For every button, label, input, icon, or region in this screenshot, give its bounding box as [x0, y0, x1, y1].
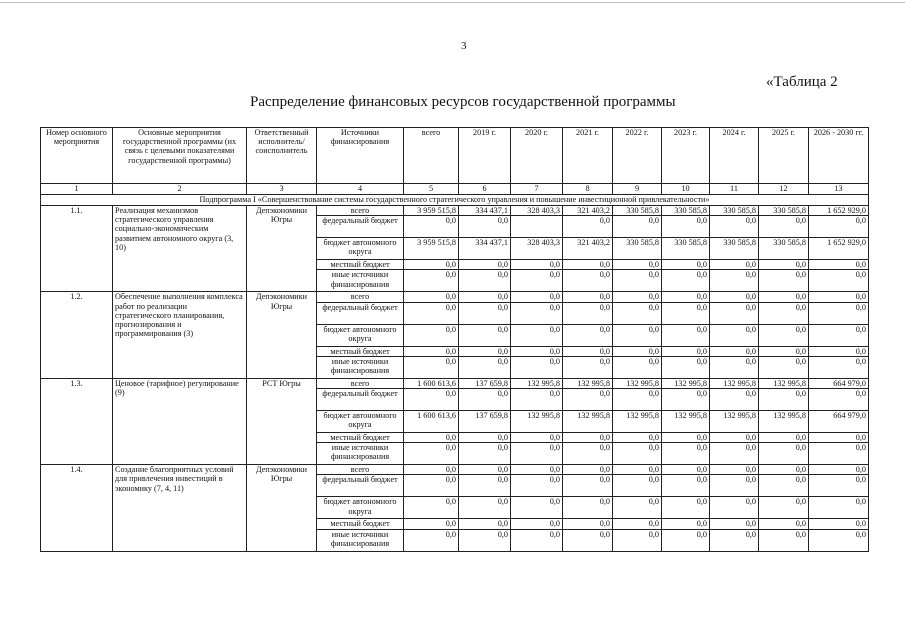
header-num: Номер основного мероприятия	[41, 128, 113, 184]
value-total: 0,0	[404, 356, 459, 378]
funding-source: местный бюджет	[317, 432, 404, 442]
value-year: 0,0	[459, 216, 511, 238]
column-number: 10	[662, 184, 710, 195]
value-year: 132 995,8	[710, 410, 759, 432]
value-year: 0,0	[710, 292, 759, 302]
funding-source: местный бюджет	[317, 346, 404, 356]
value-year: 0,0	[662, 324, 710, 346]
value-year: 0,0	[459, 529, 511, 551]
value-year: 0,0	[759, 216, 809, 238]
header-year: 2024 г.	[710, 128, 759, 184]
value-total: 0,0	[404, 432, 459, 442]
value-year: 0,0	[613, 475, 662, 497]
value-year: 0,0	[563, 465, 613, 475]
value-year: 0,0	[662, 529, 710, 551]
value-year: 0,0	[563, 270, 613, 292]
value-year: 0,0	[563, 324, 613, 346]
value-year: 0,0	[759, 388, 809, 410]
column-number: 4	[317, 184, 404, 195]
page-number: 3	[461, 40, 467, 52]
value-year: 0,0	[459, 270, 511, 292]
value-total: 1 600 613,6	[404, 410, 459, 432]
value-year: 664 979,0	[809, 410, 869, 432]
header-sources: Источники финансирования	[317, 128, 404, 184]
value-year: 0,0	[563, 216, 613, 238]
value-year: 0,0	[511, 270, 563, 292]
value-total: 0,0	[404, 497, 459, 519]
value-year: 0,0	[563, 529, 613, 551]
value-year: 132 995,8	[613, 378, 662, 388]
value-year: 0,0	[710, 270, 759, 292]
value-year: 0,0	[662, 216, 710, 238]
value-year: 330 585,8	[613, 206, 662, 216]
column-number: 8	[563, 184, 613, 195]
funding-source: всего	[317, 378, 404, 388]
column-number: 13	[809, 184, 869, 195]
value-year: 0,0	[459, 388, 511, 410]
column-number: 5	[404, 184, 459, 195]
value-year: 0,0	[662, 475, 710, 497]
value-year: 0,0	[662, 292, 710, 302]
value-year: 0,0	[563, 497, 613, 519]
value-year: 330 585,8	[710, 206, 759, 216]
value-year: 0,0	[613, 529, 662, 551]
funding-source: местный бюджет	[317, 519, 404, 529]
responsible-executor: РСТ Югры	[247, 378, 317, 464]
value-year: 0,0	[563, 292, 613, 302]
funding-source: всего	[317, 292, 404, 302]
value-year: 328 403,3	[511, 238, 563, 260]
value-year: 0,0	[511, 443, 563, 465]
column-number: 1	[41, 184, 113, 195]
value-year: 328 403,3	[511, 206, 563, 216]
value-year: 0,0	[662, 519, 710, 529]
value-year: 137 659,8	[459, 378, 511, 388]
value-year: 321 403,2	[563, 238, 613, 260]
value-year: 0,0	[759, 302, 809, 324]
value-year: 321 403,2	[563, 206, 613, 216]
value-year: 0,0	[459, 519, 511, 529]
column-number: 2	[113, 184, 247, 195]
value-year: 0,0	[613, 388, 662, 410]
value-year: 0,0	[759, 260, 809, 270]
value-year: 0,0	[511, 475, 563, 497]
value-year: 1 652 929,0	[809, 206, 869, 216]
document-title: Распределение финансовых ресурсов государственной программы	[250, 94, 676, 110]
value-year: 0,0	[809, 216, 869, 238]
value-year: 0,0	[710, 519, 759, 529]
activity-number: 1.4.	[41, 465, 113, 551]
value-year: 0,0	[511, 324, 563, 346]
value-total: 0,0	[404, 475, 459, 497]
value-year: 0,0	[511, 465, 563, 475]
column-number: 7	[511, 184, 563, 195]
funding-source: федеральный бюджет	[317, 475, 404, 497]
funding-source: бюджет автономного округа	[317, 324, 404, 346]
value-year: 0,0	[563, 475, 613, 497]
header-total: всего	[404, 128, 459, 184]
funding-source: бюджет автономного округа	[317, 410, 404, 432]
value-total: 0,0	[404, 302, 459, 324]
value-year: 132 995,8	[662, 410, 710, 432]
value-year: 1 652 929,0	[809, 238, 869, 260]
value-year: 0,0	[613, 292, 662, 302]
value-year: 0,0	[710, 356, 759, 378]
value-total: 3 959 515,8	[404, 238, 459, 260]
value-year: 0,0	[613, 432, 662, 442]
funding-source: иные источники финансирования	[317, 529, 404, 551]
value-year: 0,0	[511, 497, 563, 519]
value-year: 0,0	[759, 465, 809, 475]
value-year: 0,0	[759, 497, 809, 519]
funding-source: бюджет автономного округа	[317, 238, 404, 260]
value-year: 0,0	[662, 432, 710, 442]
value-year: 0,0	[809, 519, 869, 529]
column-number: 6	[459, 184, 511, 195]
value-year: 0,0	[809, 388, 869, 410]
value-year: 132 995,8	[759, 410, 809, 432]
value-year: 0,0	[563, 519, 613, 529]
value-year: 0,0	[809, 529, 869, 551]
value-year: 0,0	[459, 346, 511, 356]
value-year: 330 585,8	[662, 238, 710, 260]
value-year: 0,0	[511, 388, 563, 410]
header-year: 2022 г.	[613, 128, 662, 184]
funding-source: бюджет автономного округа	[317, 497, 404, 519]
value-year: 330 585,8	[613, 238, 662, 260]
value-year: 0,0	[710, 497, 759, 519]
value-year: 0,0	[809, 465, 869, 475]
value-year: 0,0	[662, 388, 710, 410]
value-total: 0,0	[404, 292, 459, 302]
value-year: 0,0	[662, 443, 710, 465]
value-year: 0,0	[662, 356, 710, 378]
value-year: 0,0	[759, 519, 809, 529]
table-label: «Таблица 2	[766, 74, 838, 90]
value-year: 0,0	[710, 465, 759, 475]
value-year: 0,0	[563, 356, 613, 378]
value-year: 0,0	[809, 356, 869, 378]
value-year: 0,0	[710, 302, 759, 324]
value-total: 3 959 515,8	[404, 206, 459, 216]
value-year: 137 659,8	[459, 410, 511, 432]
funding-source: всего	[317, 465, 404, 475]
value-total: 0,0	[404, 270, 459, 292]
funding-source: иные источники финансирования	[317, 443, 404, 465]
column-number: 9	[613, 184, 662, 195]
value-year: 0,0	[511, 529, 563, 551]
value-year: 0,0	[759, 432, 809, 442]
value-year: 0,0	[710, 388, 759, 410]
value-year: 0,0	[759, 292, 809, 302]
responsible-executor: Депэкономики Югры	[247, 292, 317, 378]
value-year: 330 585,8	[662, 206, 710, 216]
value-year: 330 585,8	[759, 206, 809, 216]
value-year: 132 995,8	[710, 378, 759, 388]
header-year: 2023 г.	[662, 128, 710, 184]
value-year: 334 437,1	[459, 238, 511, 260]
funding-source: иные источники финансирования	[317, 270, 404, 292]
value-year: 0,0	[809, 292, 869, 302]
value-year: 0,0	[511, 519, 563, 529]
responsible-executor: Депэкономики Югры	[247, 206, 317, 292]
value-year: 0,0	[563, 443, 613, 465]
header-year: 2021 г.	[563, 128, 613, 184]
value-year: 664 979,0	[809, 378, 869, 388]
activity-name: Создание благоприятных условий для привлечения инвестиций в экономику (7, 4, 11)	[113, 465, 247, 551]
activity-name: Обеспечение выполнения комплекса работ по реализации стратегического планирования, прогнозирования и программирования (3)	[113, 292, 247, 378]
value-year: 0,0	[710, 432, 759, 442]
value-year: 0,0	[662, 270, 710, 292]
value-year: 334 437,1	[459, 206, 511, 216]
value-year: 0,0	[613, 260, 662, 270]
value-year: 0,0	[710, 475, 759, 497]
value-year: 0,0	[710, 324, 759, 346]
value-year: 132 995,8	[511, 410, 563, 432]
value-year: 0,0	[809, 260, 869, 270]
value-total: 0,0	[404, 529, 459, 551]
value-year: 0,0	[563, 388, 613, 410]
value-year: 0,0	[809, 475, 869, 497]
value-total: 0,0	[404, 519, 459, 529]
value-year: 0,0	[563, 346, 613, 356]
value-year: 0,0	[613, 519, 662, 529]
value-year: 0,0	[613, 465, 662, 475]
value-year: 0,0	[710, 346, 759, 356]
value-year: 0,0	[759, 270, 809, 292]
value-year: 0,0	[710, 529, 759, 551]
value-year: 0,0	[613, 270, 662, 292]
financial-resources-table	[40, 127, 869, 552]
column-number: 12	[759, 184, 809, 195]
value-year: 132 995,8	[662, 378, 710, 388]
value-year: 330 585,8	[710, 238, 759, 260]
column-number: 3	[247, 184, 317, 195]
value-year: 0,0	[710, 443, 759, 465]
value-year: 0,0	[459, 432, 511, 442]
value-year: 0,0	[759, 443, 809, 465]
header-responsible: Ответственный исполнитель/ соисполнитель	[247, 128, 317, 184]
value-year: 0,0	[662, 497, 710, 519]
value-year: 0,0	[563, 260, 613, 270]
value-year: 0,0	[459, 292, 511, 302]
funding-source: местный бюджет	[317, 260, 404, 270]
header-year: 2020 г.	[511, 128, 563, 184]
value-total: 0,0	[404, 324, 459, 346]
value-year: 0,0	[459, 475, 511, 497]
value-year: 0,0	[662, 260, 710, 270]
header-activity: Основные мероприятия государственной программы (их связь с целевыми показателями государственной программы)	[113, 128, 247, 184]
value-year: 0,0	[662, 302, 710, 324]
activity-name: Ценовое (тарифное) регулирование (9)	[113, 378, 247, 464]
value-total: 0,0	[404, 216, 459, 238]
value-year: 0,0	[662, 346, 710, 356]
value-year: 0,0	[459, 443, 511, 465]
value-total: 0,0	[404, 260, 459, 270]
subprogram-row	[41, 195, 869, 206]
value-year: 0,0	[511, 346, 563, 356]
value-year: 0,0	[710, 216, 759, 238]
value-total: 0,0	[404, 465, 459, 475]
column-number-row	[41, 184, 869, 195]
funding-source: федеральный бюджет	[317, 302, 404, 324]
header-row	[41, 128, 869, 184]
value-year	[511, 216, 563, 238]
responsible-executor: Депэкономики Югры	[247, 465, 317, 551]
activity-number: 1.1.	[41, 206, 113, 292]
value-year: 0,0	[809, 432, 869, 442]
header-year: 2025 г.	[759, 128, 809, 184]
value-year: 0,0	[809, 346, 869, 356]
value-year: 0,0	[459, 356, 511, 378]
value-year: 0,0	[710, 260, 759, 270]
value-year: 132 995,8	[759, 378, 809, 388]
value-year: 0,0	[759, 346, 809, 356]
value-year: 0,0	[759, 529, 809, 551]
value-year: 0,0	[809, 302, 869, 324]
value-total: 1 600 613,6	[404, 378, 459, 388]
activity-number: 1.3.	[41, 378, 113, 464]
value-year: 0,0	[511, 302, 563, 324]
value-year: 0,0	[613, 443, 662, 465]
value-year: 0,0	[759, 356, 809, 378]
value-year: 330 585,8	[759, 238, 809, 260]
value-year: 0,0	[459, 260, 511, 270]
value-year: 0,0	[511, 260, 563, 270]
value-year: 0,0	[613, 302, 662, 324]
value-year: 0,0	[809, 443, 869, 465]
value-year: 0,0	[459, 465, 511, 475]
value-year: 0,0	[563, 432, 613, 442]
table-row	[41, 378, 869, 388]
header-year: 2019 г.	[459, 128, 511, 184]
value-year: 0,0	[459, 324, 511, 346]
funding-source: федеральный бюджет	[317, 216, 404, 238]
value-year: 0,0	[459, 497, 511, 519]
value-year: 132 995,8	[511, 378, 563, 388]
value-year: 0,0	[613, 346, 662, 356]
value-total: 0,0	[404, 388, 459, 410]
value-year: 132 995,8	[563, 378, 613, 388]
funding-source: иные источники финансирования	[317, 356, 404, 378]
value-year: 0,0	[809, 270, 869, 292]
activity-number: 1.2.	[41, 292, 113, 378]
value-year: 0,0	[511, 356, 563, 378]
header-year: 2026 - 2030 гг.	[809, 128, 869, 184]
value-year: 0,0	[613, 216, 662, 238]
value-total: 0,0	[404, 443, 459, 465]
value-year: 0,0	[459, 302, 511, 324]
value-year: 132 995,8	[613, 410, 662, 432]
funding-source: федеральный бюджет	[317, 388, 404, 410]
value-year: 0,0	[613, 497, 662, 519]
value-year: 0,0	[809, 324, 869, 346]
value-year: 132 995,8	[563, 410, 613, 432]
subprogram-title: Подпрограмма I «Совершенствование системы государственного стратегического управления и повышение инвестиционной привлекательности»	[41, 195, 869, 206]
value-year: 0,0	[563, 302, 613, 324]
value-year: 0,0	[511, 292, 563, 302]
value-year: 0,0	[809, 497, 869, 519]
value-year: 0,0	[662, 465, 710, 475]
value-total: 0,0	[404, 346, 459, 356]
value-year: 0,0	[613, 356, 662, 378]
table-row	[41, 206, 869, 216]
value-year: 0,0	[759, 324, 809, 346]
column-number: 11	[710, 184, 759, 195]
table-row	[41, 465, 869, 475]
value-year: 0,0	[613, 324, 662, 346]
activity-name: Реализация механизмов стратегического управления социально-экономическим развитием автономного округа (3, 10)	[113, 206, 247, 292]
funding-source: всего	[317, 206, 404, 216]
scan-top-edge	[0, 2, 905, 3]
value-year: 0,0	[511, 432, 563, 442]
table-row	[41, 292, 869, 302]
value-year: 0,0	[759, 475, 809, 497]
